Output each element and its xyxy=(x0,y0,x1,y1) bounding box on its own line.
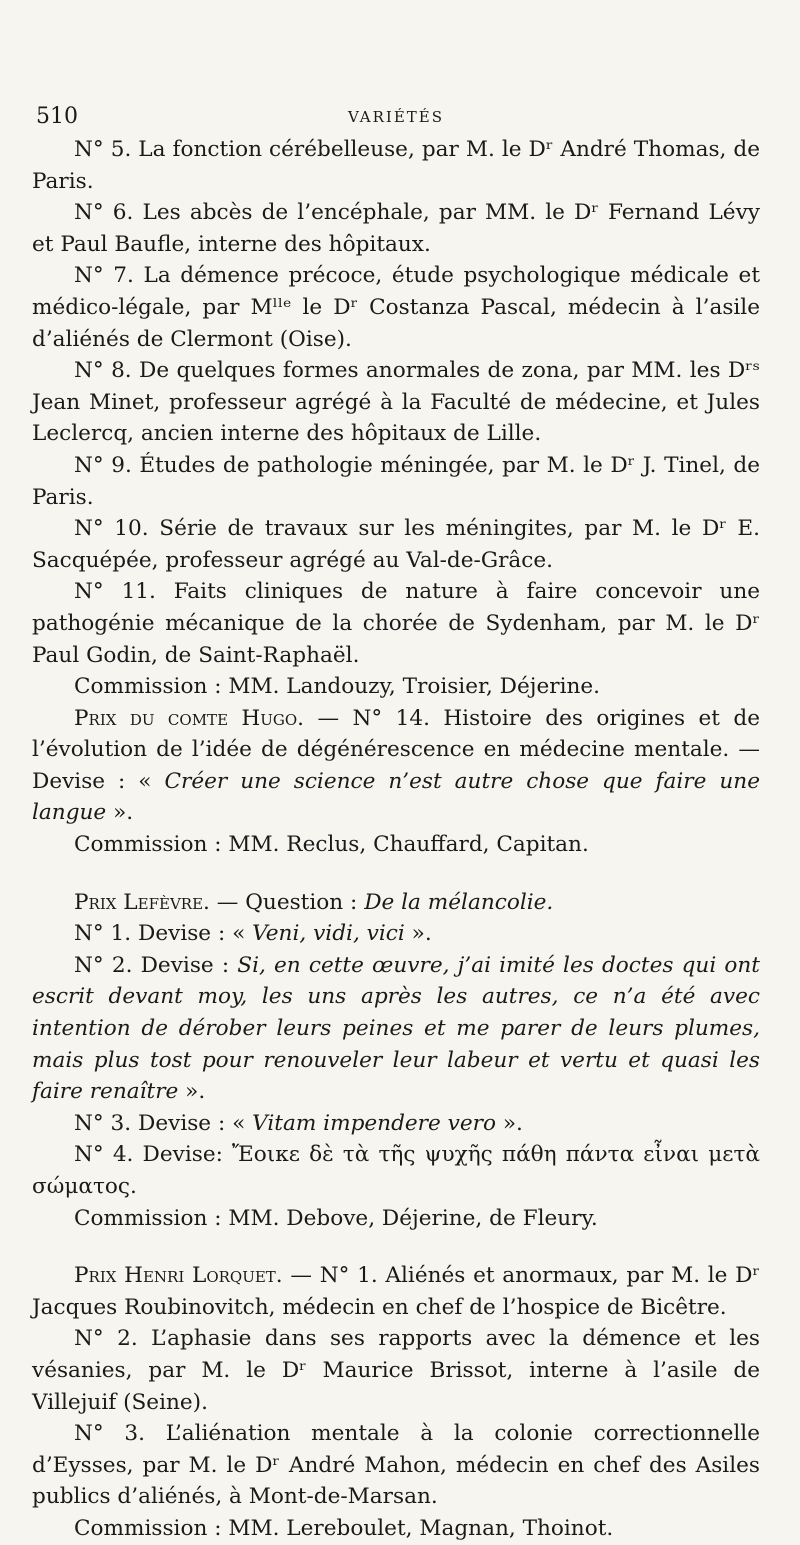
entry-text: — N° 14. Histoire des origines et de l’évolution de l’idée de dégénérescence en médecine mentale. — Devise : « xyxy=(32,705,760,794)
entry-no9 xyxy=(32,450,760,513)
entry-text: N° 5. La fonction cérébelleuse, par M. le Dʳ André Thomas, de Paris. xyxy=(32,137,760,194)
prize-name: Prix Lefèvre. xyxy=(74,889,210,915)
motto-text: Créer une science n’est autre chose que faire une langue xyxy=(32,768,760,826)
entry-text: N° 1. Devise : « xyxy=(74,921,253,947)
entry-no10 xyxy=(32,513,760,576)
entry-lorquet-no2 xyxy=(32,1323,760,1418)
devise-no1 xyxy=(32,918,760,950)
entry-text-end: ». xyxy=(178,1079,206,1105)
running-head: VARIÉTÉS xyxy=(347,108,445,126)
entry-text: — Question : xyxy=(209,889,365,915)
prize-comte-hugo xyxy=(32,703,760,829)
entry-text: N° 4. Devise: xyxy=(74,1142,233,1168)
entry-text: N° 11. Faits cliniques de nature à faire concevoir une pathogénie mécanique de la chorée de Sydenham, par M. le Dʳ Paul Godin, de Saint-Raphaël. xyxy=(32,579,760,668)
devise-no4 xyxy=(32,1139,760,1202)
body-text xyxy=(32,134,760,1545)
entry-no8 xyxy=(32,355,760,450)
prize-name: Prix Henri Lorquet. xyxy=(74,1263,283,1289)
entry-text: N° 2. Devise : xyxy=(74,952,238,978)
commission-line xyxy=(32,1203,760,1235)
commission-line xyxy=(32,671,760,703)
commission-text: Commission : MM. Reclus, Chauffard, Capitan. xyxy=(74,832,589,858)
entry-no7 xyxy=(32,260,760,355)
devise-no2 xyxy=(32,950,760,1108)
commission-line xyxy=(32,1513,760,1545)
entry-text: N° 10. Série de travaux sur les méningites, par M. le Dʳ E. Sacquépée, professeur agrégé au Val-de-Grâce. xyxy=(32,516,760,573)
entry-no6 xyxy=(32,197,760,260)
entry-no11 xyxy=(32,576,760,671)
prize-name: Prix du comte Hugo. xyxy=(74,705,305,731)
question-text: De la mélancolie. xyxy=(364,889,554,915)
entry-text-end: ». xyxy=(404,921,432,947)
devise-no3 xyxy=(32,1108,760,1140)
entry-text: N° 3. L’aliénation mentale à la colonie correctionnelle d’Eysses, par M. le Dʳ André Mahon, médecin en chef des Asiles publics d’aliénés, à Mont-de-Marsan. xyxy=(32,1421,760,1510)
entry-text: N° 3. Devise : « xyxy=(74,1110,253,1136)
motto-text: Veni, vidi, vici xyxy=(252,921,405,947)
entry-text: N° 6. Les abcès de l’encéphale, par MM. le Dʳ Fernand Lévy et Paul Baufle, interne des hôpitaux. xyxy=(32,200,760,257)
entry-lorquet-no3 xyxy=(32,1418,760,1513)
greek-motto-text: Ἔοικε δὲ τὰ τῆς ψυχῆς πάθη πάντα εἶναι μετὰ σώματος. xyxy=(32,1142,760,1199)
commission-text: Commission : MM. Debove, Déjerine, de Fleury. xyxy=(74,1205,598,1231)
entry-no5 xyxy=(32,134,760,197)
entry-text-end: ». xyxy=(495,1110,523,1136)
page-number: 510 xyxy=(36,104,78,129)
commission-text: Commission : MM. Lereboulet, Magnan, Thoinot. xyxy=(74,1515,614,1541)
motto-text: Vitam impendere vero xyxy=(252,1110,496,1136)
motto-text: Si, en cette œuvre, j’ai imité les doctes qui ont escrit devant moy, les uns après les autres, ce n’a été avec intention de dérober leurs peines et me parer de leurs plumes, mais plus tost pour renouveler leur labeur et vertu et quasi les faire renaître xyxy=(32,952,760,1105)
entry-text: N° 2. L’aphasie dans ses rapports avec la démence et les vésanies, par M. le Dʳ Maurice Brissot, interne à l’asile de Villejuif (Seine). xyxy=(32,1326,760,1415)
page-header xyxy=(32,98,760,134)
prize-lefevre xyxy=(32,887,760,919)
entry-text: N° 8. De quelques formes anormales de zona, par MM. les Dʳˢ Jean Minet, professeur agrégé à la Faculté de médecine, et Jules Leclercq, ancien interne des hôpitaux de Lille. xyxy=(32,358,760,447)
commission-line xyxy=(32,829,760,861)
prize-henri-lorquet xyxy=(32,1260,760,1323)
commission-text: Commission : MM. Landouzy, Troisier, Déjerine. xyxy=(74,674,601,700)
entry-text: N° 7. La démence précoce, étude psychologique médicale et médico-légale, par Mˡˡᵉ le Dʳ Costanza Pascal, médecin à l’asile d’aliénés de Clermont (Oise). xyxy=(32,263,760,352)
entry-text: N° 9. Études de pathologie méningée, par M. le Dʳ J. Tinel, de Paris. xyxy=(32,452,760,510)
entry-text: — N° 1. Aliénés et anormaux, par M. le Dʳ Jacques Roubinovitch, médecin en chef de l’hospice de Bicêtre. xyxy=(32,1263,760,1320)
entry-text-end: ». xyxy=(106,800,134,826)
